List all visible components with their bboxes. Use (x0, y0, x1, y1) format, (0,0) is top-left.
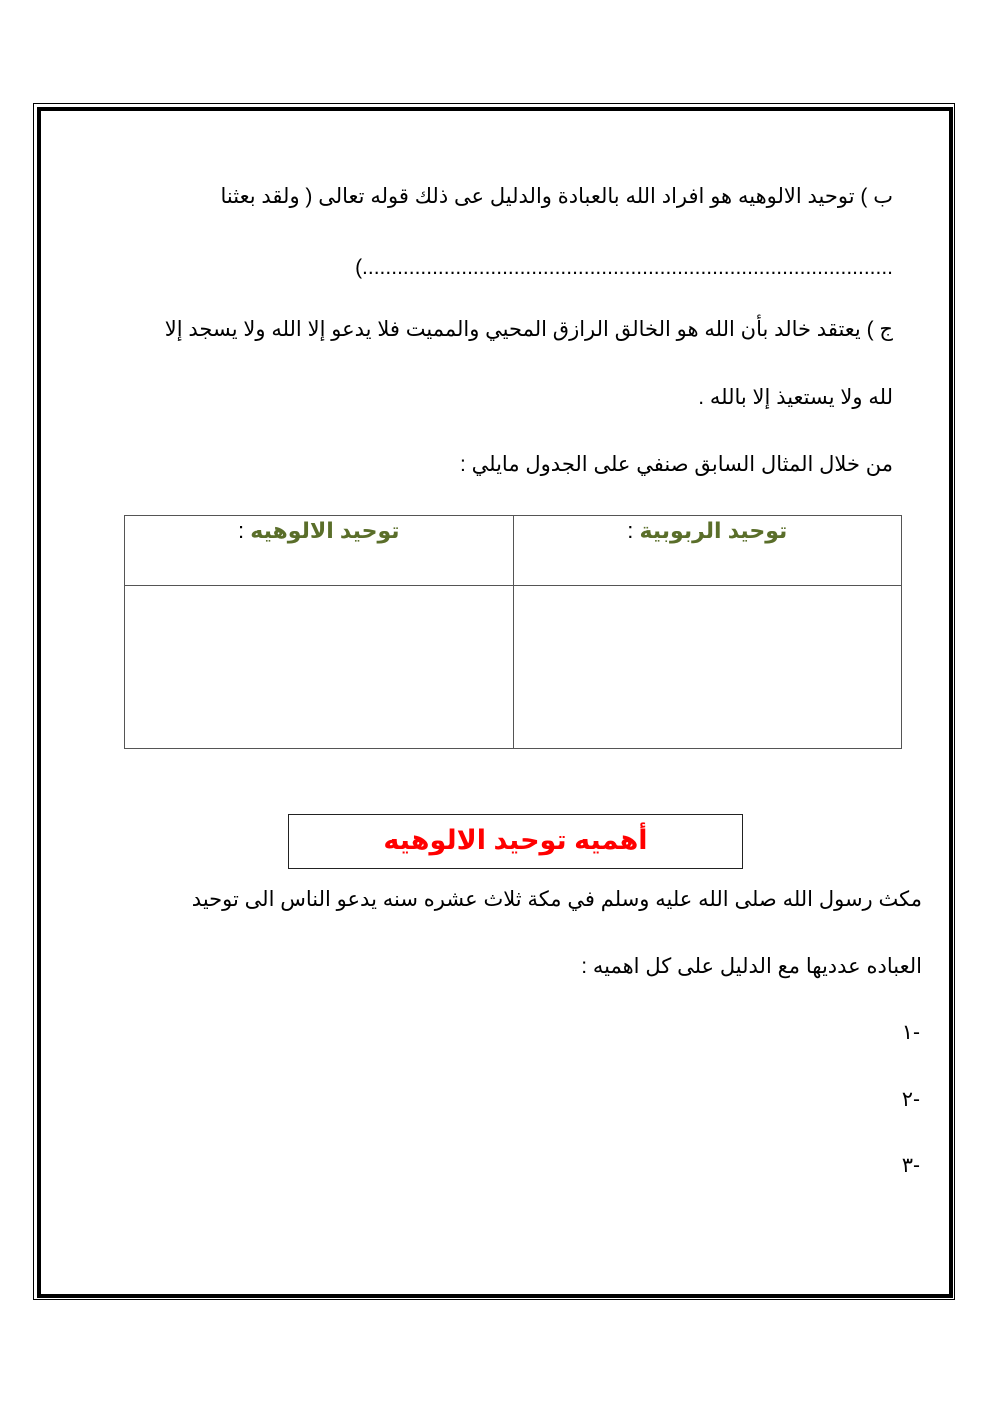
answer-item-3[interactable]: -٣ (901, 1154, 920, 1177)
header-uluhiyyah (125, 516, 514, 586)
section-paragraph-2: العباده عدديها مع الدليل على كل اهميه : (581, 955, 922, 978)
statement-j-continued: لله ولا يستعيذ إلا بالله . (698, 386, 893, 409)
instruction-text: من خلال المثال السابق صنفي على الجدول مايلي : (459, 453, 893, 476)
answer-item-2[interactable]: -٢ (901, 1088, 920, 1111)
header-rububiyyah (513, 516, 902, 586)
answer-cell-rububiyyah[interactable] (513, 586, 902, 749)
answer-blank-b[interactable]: ...........................................................................................) (355, 256, 893, 279)
header-label: توحيد الالوهيه (250, 518, 400, 543)
section-paragraph-1: مكث رسول الله صلى الله عليه وسلم في مكة ثلاث عشره سنه يدعو الناس الى توحيد (191, 888, 922, 911)
colon: : (237, 518, 245, 543)
statement-j: ج ) يعتقد خالد بأن الله هو الخالق الرازق المحيي والمميت فلا يدعو إلا الله ولا يسجد إلا (164, 318, 893, 341)
statement-b: ب ) توحيد الالوهيه هو افراد الله بالعبادة والدليل عى ذلك قوله تعالى ( ولقد بعثنا (220, 185, 893, 208)
section-title: أهميه توحيد الالوهيه (288, 814, 743, 869)
header-label: توحيد الربوبية (639, 518, 788, 543)
answer-item-1[interactable]: -١ (901, 1021, 920, 1044)
classification-table (124, 515, 902, 749)
answer-cell-uluhiyyah[interactable] (125, 586, 514, 749)
colon: : (627, 518, 634, 543)
